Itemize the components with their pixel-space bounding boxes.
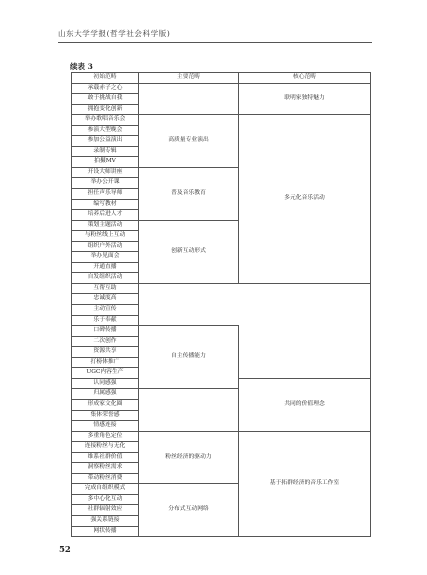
table-row — [72, 305, 371, 316]
cell-initial-category: 情感连接 — [72, 421, 139, 432]
cell-main-category — [139, 83, 239, 115]
cell-initial-category: 忠诚度高 — [72, 294, 139, 305]
cell-core-category: 基于拓群经济的音乐工作室 — [239, 431, 371, 536]
cell-main-category: 创新互动形式 — [139, 220, 239, 283]
table-row — [72, 431, 371, 442]
cell-initial-category: 与粉丝线上互动 — [72, 231, 139, 242]
cell-initial-category: 举办歌唱音乐会 — [72, 115, 139, 126]
cell-main-category: 分布式互动网络 — [139, 484, 239, 537]
cell-main-category: 普及音乐教育 — [139, 167, 239, 220]
table-row — [72, 315, 371, 326]
cell-initial-category: 口碑传播 — [72, 326, 139, 337]
cell-initial-category: 录制专辑 — [72, 146, 139, 157]
cell-initial-category: 连接粉丝与无化 — [72, 442, 139, 453]
cell-initial-category: 主动宣传 — [72, 305, 139, 316]
table-row — [72, 115, 371, 126]
table-row — [72, 294, 371, 305]
table-row — [72, 283, 371, 294]
cell-initial-category: 策划主题活动 — [72, 220, 139, 231]
cell-initial-category: 互帮互助 — [72, 283, 139, 294]
cell-initial-category: 多中心化互动 — [72, 494, 139, 505]
cell-main-category: 高质量专业演出 — [139, 115, 239, 168]
cell-initial-category: 带动粉丝消费 — [72, 473, 139, 484]
cell-initial-category: 洞察粉丝需求 — [72, 463, 139, 474]
column-header-core: 核心范畴 — [239, 73, 371, 84]
cell-initial-category: 参加公益演出 — [72, 136, 139, 147]
table-header-row — [72, 73, 371, 84]
cell-initial-category: 担任声乐导师 — [72, 189, 139, 200]
table-label: 续表 3 — [70, 62, 93, 71]
cell-initial-category: 乐于奉献 — [72, 315, 139, 326]
cell-initial-category: 培养后进人才 — [72, 210, 139, 221]
cell-initial-category: 资源共享 — [72, 347, 139, 358]
cell-main-category: 共同的价值理念 — [239, 378, 371, 431]
cell-initial-category: 承载赤子之心 — [72, 83, 139, 94]
cell-initial-category: 敢于挑战自我 — [72, 94, 139, 105]
cell-initial-category: 编写教材 — [72, 199, 139, 210]
cell-initial-category: 多重角色定位 — [72, 431, 139, 442]
cell-initial-category: 拥抱变化创新 — [72, 104, 139, 115]
data-table — [71, 72, 371, 537]
cell-core-category: 多元化音乐活动 — [239, 115, 371, 284]
cell-initial-category: 网状传播 — [72, 526, 139, 537]
cell-main-category: 自主传播能力 — [139, 326, 239, 389]
column-header-main: 主要范畴 — [139, 73, 239, 84]
header-rule — [58, 42, 372, 43]
cell-initial-category: 形成家文化圈 — [72, 399, 139, 410]
cell-initial-category: 维系社群价值 — [72, 452, 139, 463]
cell-initial-category: 自发组织活动 — [72, 273, 139, 284]
cell-initial-category: 开设大师讲座 — [72, 167, 139, 178]
table-body — [72, 83, 371, 537]
cell-initial-category: 集体荣誉感 — [72, 410, 139, 421]
cell-initial-category: 社群辐射效应 — [72, 505, 139, 516]
cell-initial-category: 归属感强 — [72, 389, 139, 400]
cell-initial-category: 打榜体推广 — [72, 357, 139, 368]
page-number: 52 — [59, 545, 71, 555]
journal-header: 山东大学学报(哲学社会科学版) — [58, 29, 171, 38]
cell-initial-category: 认同感强 — [72, 378, 139, 389]
cell-initial-category: 开通直播 — [72, 262, 139, 273]
cell-initial-category: 完成自组织模式 — [72, 484, 139, 495]
cell-initial-category: 组织户外活动 — [72, 241, 139, 252]
cell-initial-category: 举办见面会 — [72, 252, 139, 263]
cell-initial-category: 参演大型晚会 — [72, 125, 139, 136]
cell-core-category: 联明家独特魅力 — [239, 83, 371, 115]
cell-initial-category: 举办公开课 — [72, 178, 139, 189]
column-header-initial: 初始范畴 — [72, 73, 139, 84]
cell-main-category: 粉丝经济的驱动力 — [139, 431, 239, 484]
cell-initial-category: 二次创作 — [72, 336, 139, 347]
cell-initial-category: 强关系链接 — [72, 515, 139, 526]
table-row — [72, 83, 371, 94]
table-row — [72, 326, 371, 337]
cell-initial-category: 拍摄MV — [72, 157, 139, 168]
cell-initial-category: UGC内容生产 — [72, 368, 139, 379]
